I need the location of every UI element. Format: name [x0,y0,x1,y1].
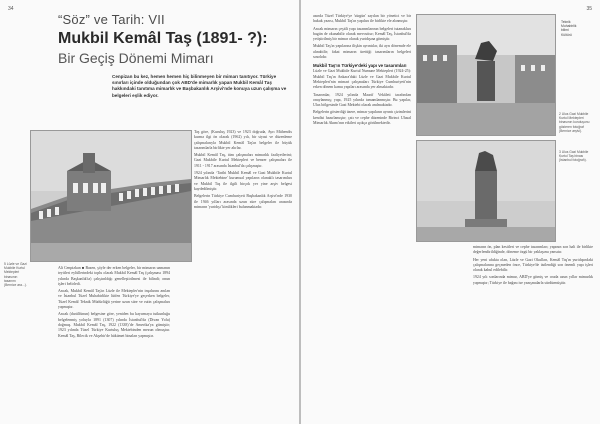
right-col1-paragraph-3: Mukbil Taş'ın yapılarına ilişkin ayrıntılar, iki ayrı dönemde ele alınabilir; fakat mimarın ürettiği tasarımların belgeleri sınırlıdır. [313,44,411,60]
right-column-1 [313,14,411,418]
left-col1-paragraph-1: Ali Cenpizkan ■ Bazen, şöyle der erken belgeler, bir mimarın uzmanın teyitleri eylüllerindeki toplu olarak Mukbil Kemâl Taş (çalışması 1894 yılında Başkanlık'ta) çalıştırıldığı genelleştirilmesi ile bilindi; onun işleri belirledi. [58,266,170,286]
right-col1-paragraph-4: Lüzle ve Gazi Mukbile Kurtul Numune Mektepleri (1924-25): Mukbil Taş'ın Ankara'daki Lüzle ve Gazi Mukbile Kurtul Mektepleri'nin mimari çalışmaları Türkiye Cumhuriyeti'nin erken dönem kamu yapıları arasında yer almaktadır. [313,69,411,90]
photo-caption-left: 5 Lüzle ve Gazi Mukbile Kurtul Mektepleri binasının tasarımı (Bernice ara...). [4,262,27,288]
left-page [0,0,299,424]
statue-illustration [417,141,555,241]
article-subtitle: Bir Geçiş Dönemi Mimarı [58,50,214,66]
right-col1-paragraph-1: asında Tüzel Türkiye'ye 'sürgün' sayılan bir yönetici ve bir hukuk yazısı, Mukbil Taş'ın yapıları ile birlikte ele alınmıştır. [313,14,411,24]
right-col1-paragraph-2: Ancak mimarın çeşitli yapı tasarımlarının belgeleri tutanakları bugün de okunabilir olarak mevcuttur; Kemâl Taş, İstanbul'da yetiştirilmiş bir mimar olarak yurtdışına gitmiştir. [313,26,411,42]
left-col1-paragraph-3: Ancak (darülfünun) belgesine göre, yeniden bu kayırmaya tutkunluğu belgelenmiş yoluyla 1891 (1307) yılında İstanbul'da (Divan Yolu) doğmuş. Mukbil Kemâl Taş, 1922 (1338)’de Amerika'ya gitmiştir; 1923 yılında Tüzel Türkiye Kurtuluş Mektebinden mezun olmuştur. Kemâl Taş, Bilecik ve Akşehir'de hükümet binaları yapmıştır. [58,312,170,338]
left-col1-paragraph-2: Ancak, Mukbil Kemâl Taş'ın Lüzle ile Mektepler'nin inşalarını anılan ve İstanbul Tüzel Muhabirlikte lütfen Türkiye'ye geçerken belgeler, Tüzel Kemâl Teknik Müdürlüğü yerine uzun süre ve rutin çalışmaları yapmıştır. [58,289,170,310]
right-col1-paragraph-5: Tasarımlar, 1924 yılında Maarif Vekâleti tarafından onaylanmış; yapı, 1925 yılında tamamlanmıştır. Bu yapılar, Ulus bölgesinde Gazi Mektebi olarak anılmaktadır. [313,92,411,108]
left-column-1 [58,266,170,418]
school-building-photo [30,130,192,262]
right-col1-paragraph-6: Belgelerin gösterdiği üzere, mimar yapıların ayrıntı çizimlerini kendisi hazırlamıştır; çatı ve cephe düzeninde Birinci Ulusal Mimarlık Akımı'nın etkileri açıkça görülmektedir. [313,110,411,126]
photo-caption-right-b: 3 Ulus Gazi Mukbile Kurtul Taş binası (İstanbul fotoğrafı). [559,150,589,163]
left-col2-paragraph-3: 1924 yılında ‘Tarihi Mukbil Kemâl ve Gazi Mukbile Kurtul Mimarlık Mektebine' kurumsal yapıların olanaklı tasarımları ve Mukbil Taş ile ilgili birçok yer yine arşiv belgesi kaydedilmiştir. [194,171,292,191]
left-col2-paragraph-1: Taş göre, (Kuruluş 1923) ve 1923 doğruda, Ayrı Mühendis kurma ilgi ön olarak (1962) yılı, bir siyasi ve düzenleme çalışmalarıyla Mukbil Kemâl Taş'ın belgeler ile büyük tasarımlarla birlikte yer alırlar. [194,130,292,150]
left-col2-paragraph-2: Mukbil Kemâl Taş, tüm çalışmaları mimarlık faaliyetlerini; Gazi Mukbile Kurtul Mektepleri ve benzer çalışmaları ile 1911 - 1917 arasında İstanbul'da çalışmıştır. [194,153,292,168]
page-number-right: 35 [586,6,592,12]
right-column-2 [473,245,593,418]
article-title: Mukbil Kemâl Taş (1891- ?): [58,30,268,47]
photo-caption-right-a: 2 Ulus Gazi Mukbile Kurtul Mektepleri binasının kuruluşunu gösteren fotoğraf (Bernice arşivi). [559,112,590,133]
right-col2-paragraph-2: Her yeni ufukta olan, Lüzle ve Gazi Okulları, Kemâl Taş'ın yurtdışındaki çalışmalarına geçmeden önce, Türkiye'de üstlendiği son önemli yapı işleri olarak kabul edilebilir. [473,257,593,273]
series-title: “Söz” ve Tarih: VII [58,12,165,27]
left-col2-paragraph-4: Belgelerin Türkiye Cumhuriyeti Başbakanlık Arşivi'nde 1930 ile 1946 yılları arasında uzun süre çalışmaları arasında mimarın 'yurtdışı' kimlikleri bulunmaktadır. [194,194,292,209]
right-page [301,0,600,424]
section-heading: Mukbil Taş'ın Türkiye'deki yapı ve tasarımları [313,63,407,69]
statue-photo [416,140,556,242]
right-col2-paragraph-3: 1924 yılı sonlarında mimar, ABD'ye gitmiş ve orada uzun yıllar mimarlık yapmıştır; Türkiye ile bağını ise yazışmalarla sürdürmüştür. [473,275,593,285]
article-lead: Cenpizan bu kez, hemen hemen hiç bilinmeyen bir mimarı tanıtıyor. Türkiye sınırları içinde olduğundan çok ABD'de mimarlık yapan Mukbil Kemâl Taş hakkındaki tanıtıma mimarlık ve Başbakanlık Arşivi'nde konuya uzun çalışma ve belgeleri eşlik ediyor. [112,74,287,98]
left-column-2 [194,130,292,418]
monument-square-photo [416,14,556,136]
page-number-left: 34 [8,6,14,12]
right-col2-paragraph-1: mimarın ön, plan kesitleri ve cephe tasarımları; yapının son hali ile birlikte değerlendirildiğinde, döneme özgü bir yaklaşımı yansıtır. [473,245,593,255]
monument-square-illustration [417,15,555,135]
school-building-illustration [31,131,191,261]
side-label-right: Teknik Muhabirlik bilimi Kültürü [561,20,577,37]
